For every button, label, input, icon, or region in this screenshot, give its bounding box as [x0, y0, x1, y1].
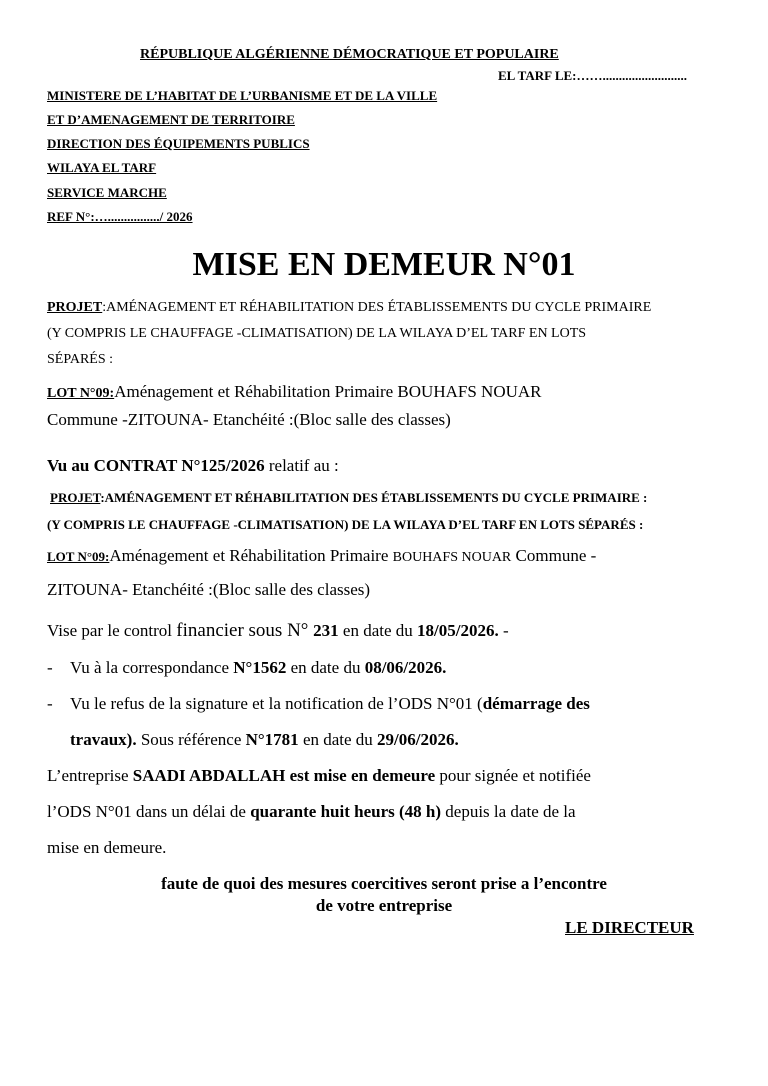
projet-1-text-2: (Y COMPRIS LE CHAUFFAGE -CLIMATISATION) DE LA WILAYA D’EL TARF EN LOTS [47, 326, 587, 341]
projet-1-label: PROJET [47, 300, 103, 315]
mise-text-2: pour signée et notifiée [435, 766, 591, 785]
lot-1-text-2: Commune -ZITOUNA- Etanchéité :(Bloc salle des classes) [47, 410, 451, 429]
contrat-line [47, 456, 339, 476]
mise-line-2 [47, 802, 576, 822]
mise-text-3: l’ODS N°01 dans un délai de [47, 802, 251, 821]
vise-number: 231 [313, 621, 339, 640]
vise-date: 18/05/2026. [417, 621, 499, 640]
projet-2-line-1 [50, 490, 647, 506]
projet-2-label: PROJET [50, 490, 101, 505]
republic-heading: RÉPUBLIQUE ALGÉRIENNE DÉMOCRATIQUE ET POPULAIRE [140, 47, 559, 62]
correspondance-text-2: en date du [286, 658, 365, 677]
reference-line: REF N°:…................/ 2026 [47, 209, 193, 224]
contrat-rest: relatif au : [264, 456, 339, 475]
contrat-number: Vu au CONTRAT N°125/2026 [47, 456, 265, 475]
mise-text-5: mise en demeure. [47, 838, 167, 857]
mise-text-1: L’entreprise [47, 766, 133, 785]
vise-line [47, 620, 509, 642]
lot-2-text-1: Aménagement et Réhabilitation Primaire [109, 546, 393, 565]
direction-line: DIRECTION DES ÉQUIPEMENTS PUBLICS [47, 136, 310, 151]
refus-line-1 [47, 694, 590, 714]
lot-2-text-2: Commune - [511, 546, 597, 565]
delay-text: quarante huit heurs (48 h) [250, 802, 442, 821]
refus-text-3: en date du [298, 730, 378, 749]
refus-line-2 [70, 730, 459, 750]
company-name: SAADI ABDALLAH [132, 766, 286, 785]
wilaya-line: WILAYA EL TARF [47, 160, 157, 175]
correspondance-date: 08/06/2026. [364, 658, 447, 677]
ministry-line-2: ET D’AMENAGEMENT DE TERRITOIRE [47, 112, 295, 127]
refus-number: N°1781 [245, 730, 299, 749]
refus-text-2: Sous référence [136, 730, 246, 749]
page-title: MISE EN DEMEUR N°01 [192, 246, 576, 283]
lot-2-line-1 [47, 546, 596, 566]
vise-text-1: Vise par le control [47, 621, 177, 640]
signature-title: LE DIRECTEUR [565, 918, 694, 937]
lot-1-line-1 [47, 382, 542, 402]
vise-text-3: en date du [338, 621, 418, 640]
correspondance-number: N°1562 [233, 658, 287, 677]
projet-1-line-1 [47, 300, 651, 316]
vise-text-4: - [498, 621, 509, 640]
projet-2-text-2: (Y COMPRIS LE CHAUFFAGE -CLIMATISATION) DE LA WILAYA D’EL TARF EN LOTS SÉPARÉS : [47, 517, 644, 532]
refus-dash: - [47, 694, 53, 713]
faute-line-2: de votre entreprise [315, 896, 453, 915]
refus-text-1: Vu le refus de la signature et la notification de l’ODS N°01 ( [70, 694, 483, 713]
refus-bold-2: travaux). [70, 730, 137, 749]
ministry-line-1: MINISTERE DE L’HABITAT DE L’URBANISME ET DE LA VILLE [47, 88, 438, 103]
lot-2-label: LOT N°09: [47, 549, 110, 564]
lot-2-school-name: BOUHAFS NOUAR [392, 550, 512, 565]
projet-1-text-1: :AMÉNAGEMENT ET RÉHABILITATION DES ÉTABLISSEMENTS DU CYCLE PRIMAIRE [102, 300, 652, 315]
correspondance-text-1: Vu à la correspondance [70, 658, 234, 677]
correspondance-line [47, 658, 446, 678]
mise-text-4: depuis la date de la [441, 802, 576, 821]
refus-bold-1: démarrage des [482, 694, 590, 713]
mise-bold-1: est mise en demeure [285, 766, 436, 785]
faute-line-1: faute de quoi des mesures coercitives seront prise a l’encontre [161, 874, 607, 893]
lot-1-text-1: Aménagement et Réhabilitation Primaire BOUHAFS NOUAR [114, 382, 542, 401]
lot-2-text-3: ZITOUNA- Etanchéité :(Bloc salle des classes) [47, 580, 371, 599]
refus-date: 29/06/2026. [377, 730, 459, 749]
projet-2-text-1: :AMÉNAGEMENT ET RÉHABILITATION DES ÉTABLISSEMENTS DU CYCLE PRIMAIRE : [100, 490, 648, 505]
correspondance-dash: - [47, 658, 53, 677]
vise-text-2: financier sous N° [176, 620, 314, 641]
lot-1-label: LOT N°09: [47, 386, 115, 401]
mise-line-1 [47, 766, 591, 786]
service-line: SERVICE MARCHE [47, 185, 167, 200]
date-line: EL TARF LE:…….......................... [498, 68, 688, 83]
projet-1-text-3: SÉPARÉS : [47, 352, 114, 367]
